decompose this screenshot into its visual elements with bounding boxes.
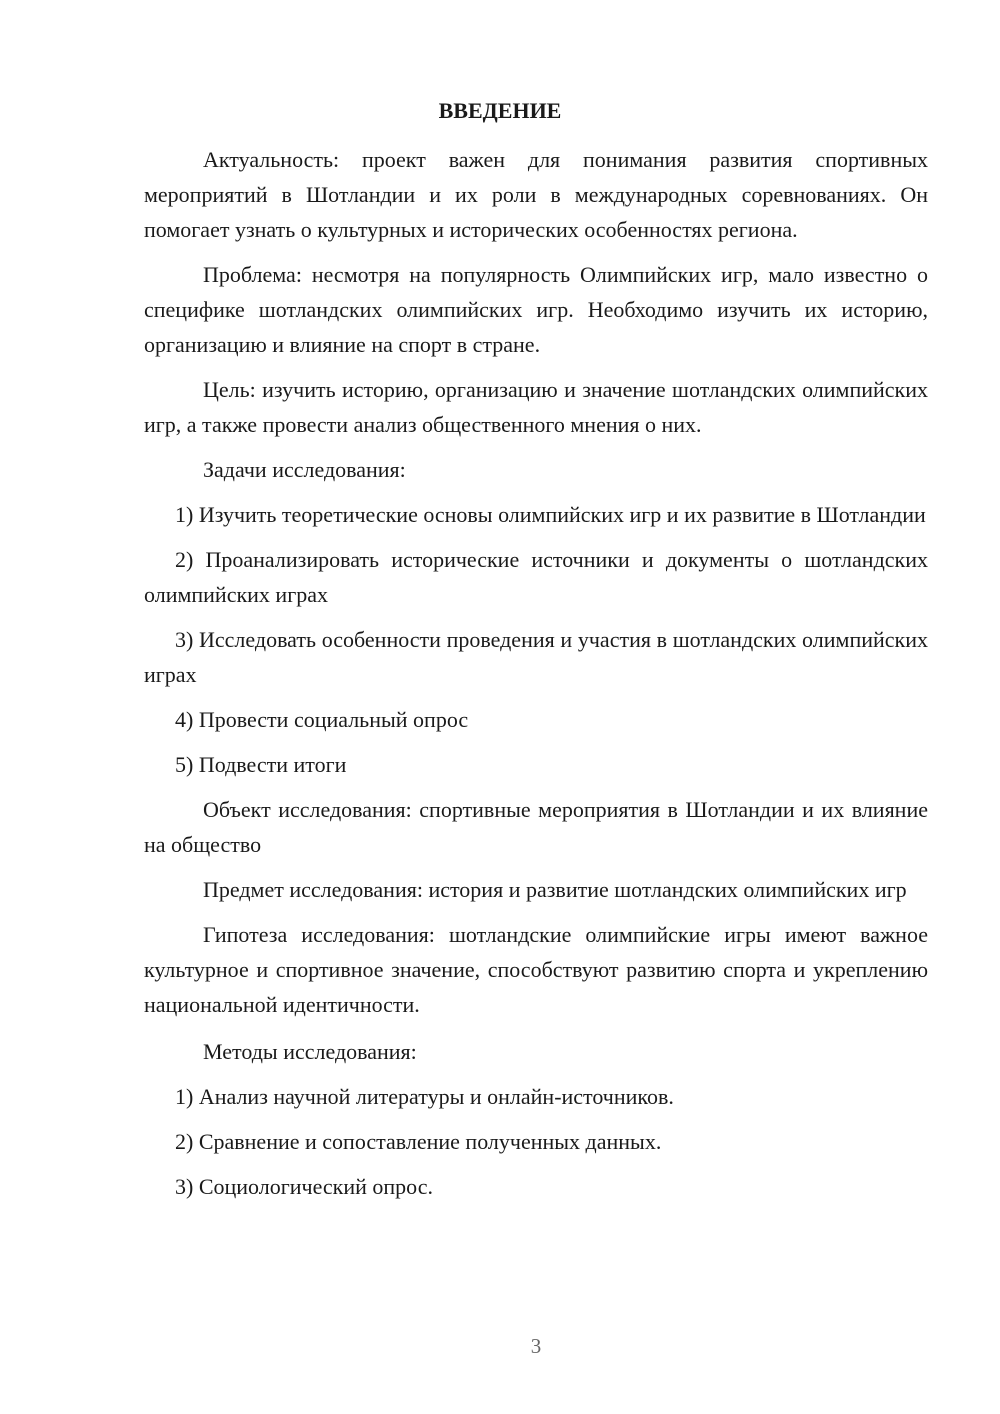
task-item: 3) Исследовать особенности проведения и участия в шотландских олимпийских играх xyxy=(144,627,928,687)
method-item: 2) Сравнение и сопоставление полученных данных. xyxy=(175,1129,662,1154)
task-item: 5) Подвести итоги xyxy=(175,752,347,777)
object-paragraph: Объект исследования: спортивные мероприятия в Шотландии и их влияние на общество xyxy=(144,797,928,857)
relevance-paragraph: Актуальность: проект важен для понимания развития спортивных мероприятий в Шотландии и их роли в международных соревнованиях. Он помогает узнать о культурных и исторических особенностях региона. xyxy=(144,147,928,242)
task-item: 4) Провести социальный опрос xyxy=(175,707,469,732)
page-number: 3 xyxy=(530,1334,542,1358)
document-body xyxy=(144,142,928,1214)
problem-paragraph: Проблема: несмотря на популярность Олимпийских игр, мало известно о специфике шотландских олимпийских игр. Необходимо изучить их историю, организацию и влияние на спорт в стране. xyxy=(144,262,928,357)
method-item: 1) Анализ научной литературы и онлайн-источников. xyxy=(175,1084,674,1109)
task-item: 1) Изучить теоретические основы олимпийских игр и их развитие в Шотландии xyxy=(175,502,926,527)
subject-paragraph: Предмет исследования: история и развитие шотландских олимпийских игр xyxy=(203,877,907,902)
task-item: 2) Проанализировать исторические источники и документы о шотландских олимпийских играх xyxy=(144,547,928,607)
hypothesis-paragraph: Гипотеза исследования: шотландские олимпийские игры имеют важное культурное и спортивное значение, способствуют развитию спорта и укреплению национальной идентичности. xyxy=(144,922,928,1017)
tasks-title: Задачи исследования: xyxy=(203,457,406,482)
method-item: 3) Социологический опрос. xyxy=(175,1174,433,1199)
goal-paragraph: Цель: изучить историю, организацию и значение шотландских олимпийских игр, а также провести анализ общественного мнения о них. xyxy=(144,377,928,437)
methods-title: Методы исследования: xyxy=(203,1039,417,1064)
section-heading: ВВЕДЕНИЕ xyxy=(438,98,562,123)
